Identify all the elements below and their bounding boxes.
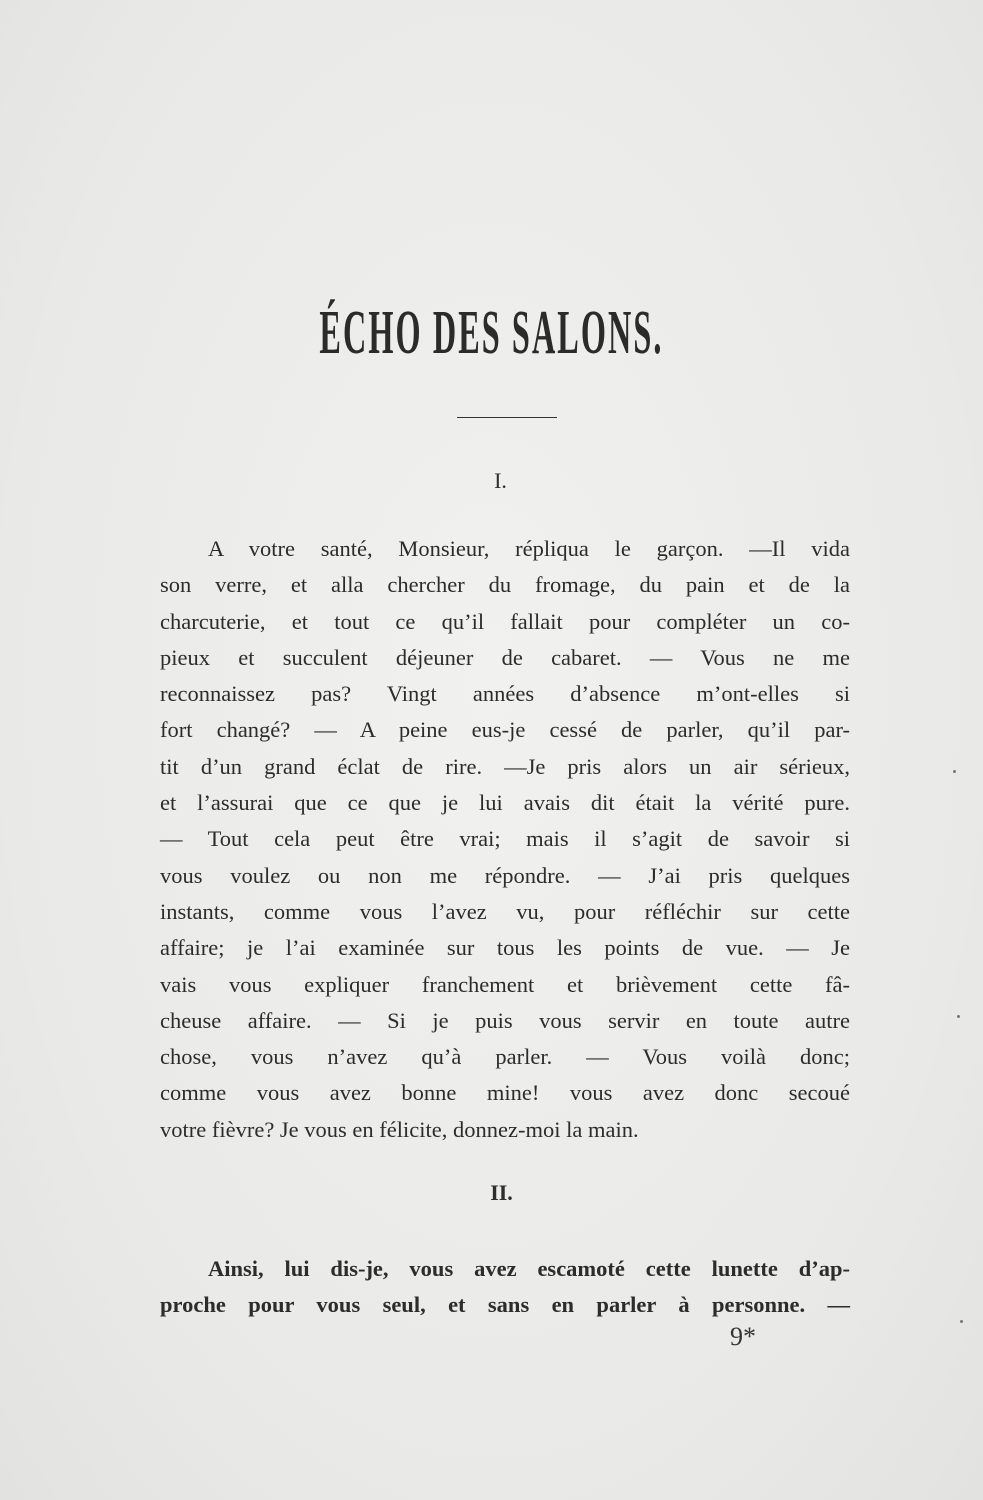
paper-speck — [957, 1015, 960, 1018]
text-line: cheuse affaire. — Si je puis vous servir en toute autre — [160, 1007, 850, 1033]
text-line: Ainsi, lui dis-je, vous avez escamoté cette lunette d’ap- — [208, 1256, 850, 1281]
text-line: et l’assurai que ce que je lui avais dit était la vérité pure. — [160, 790, 850, 816]
signature-mark: 9* — [730, 1322, 756, 1351]
paper-speck — [960, 1320, 963, 1323]
text-line: instants, comme vous l’avez vu, pour réfléchir sur cette — [160, 898, 850, 924]
text-line: affaire; je l’ai examinée sur tous les points de vue. — Je — [160, 935, 850, 961]
text-line: pieux et succulent déjeuner de cabaret. — Vous ne me — [160, 644, 850, 670]
text-line: vais vous expliquer franchement et brièvement cette fâ- — [160, 971, 850, 997]
text-line: fort changé? — A peine eus-je cessé de parler, qu’il par- — [160, 717, 850, 743]
text-line: vous voulez ou non me répondre. — J’ai pris quelques — [160, 862, 850, 888]
text-line: comme vous avez bonne mine! vous avez donc secoué — [160, 1080, 850, 1106]
paper-speck — [953, 770, 956, 773]
title-divider — [457, 417, 557, 418]
section-1-paragraph — [160, 531, 850, 1148]
text-line: votre fièvre? Je vous en félicite, donnez-moi la main. — [160, 1116, 639, 1142]
text-line: tit d’un grand éclat de rire. —Je pris alors un air sérieux, — [160, 753, 850, 779]
text-line: chose, vous n’avez qu’à parler. — Vous voilà donc; — [160, 1044, 850, 1070]
text-line: proche pour vous seul, et sans en parler à personne. — — [160, 1292, 850, 1318]
text-line: reconnaissez pas? Vingt années d’absence m’ont-elles si — [160, 681, 850, 707]
text-line: A votre santé, Monsieur, répliqua le garçon. —Il vida — [208, 536, 850, 561]
text-line: — Tout cela peut être vrai; mais il s’agit de savoir si — [160, 826, 850, 852]
section-number-2: II. — [490, 1180, 513, 1205]
section-2-paragraph — [160, 1251, 850, 1324]
section-number-1: I. — [494, 468, 507, 493]
text-line: charcuterie, et tout ce qu’il fallait pour compléter un co- — [160, 608, 850, 634]
page-title: ÉCHO DES SALONS. — [319, 299, 664, 367]
text-line: son verre, et alla chercher du fromage, du pain et de la — [160, 572, 850, 598]
